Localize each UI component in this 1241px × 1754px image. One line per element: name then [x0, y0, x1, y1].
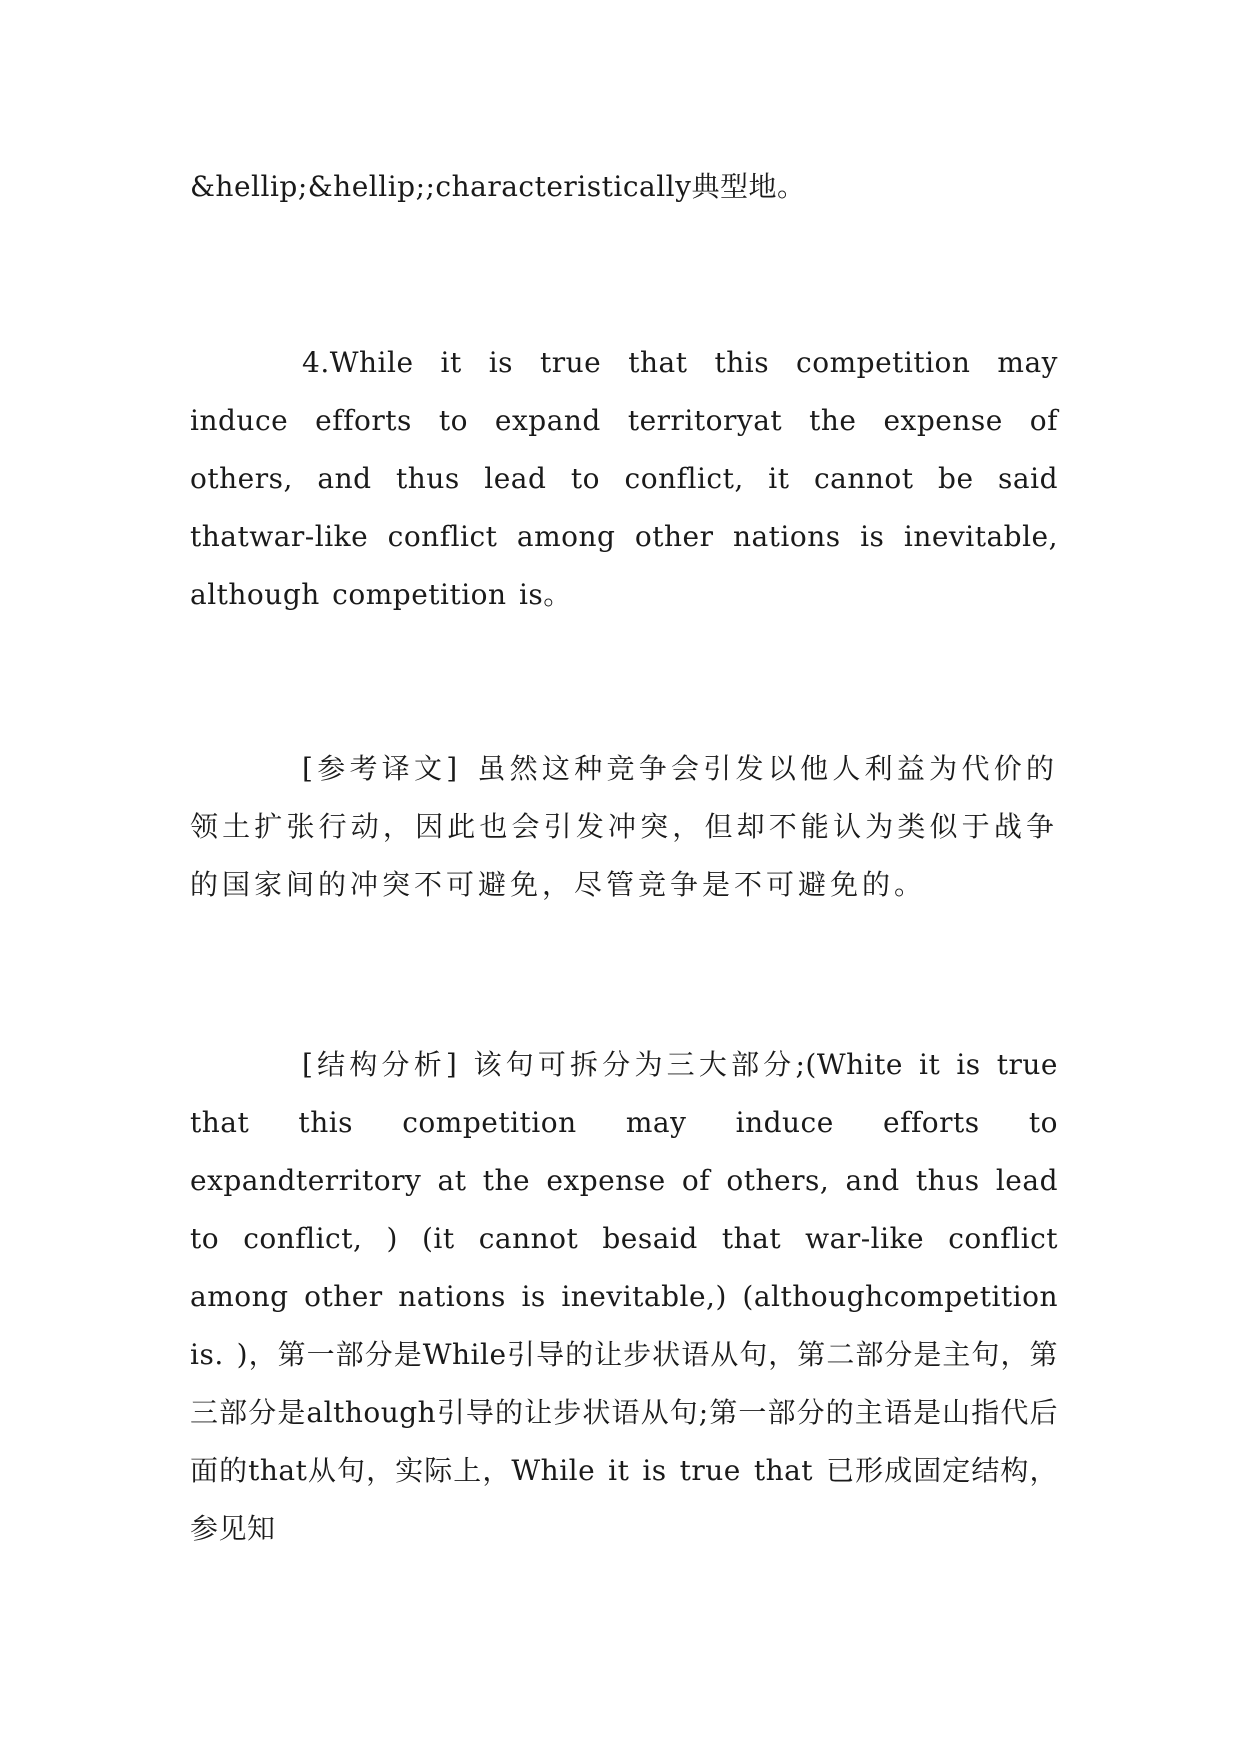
paragraph-vocabulary-note: &hellip;&hellip;;characteristically典型地。: [190, 170, 806, 203]
paragraph-structure-analysis: [结构分析] 该句可拆分为三大部分;(White it is true that this competition may induce efforts to expandterritory at the expense of others, and thus lead to conflict, ) (it cannot besaid that war-like conflict among other nations is inevitable,) (althoughcompetition is. )，第一部分是While引导的让步状语从句，第二部分是主句，第三部分是although引导的让步状语从句;第一部分的主语是山指代后面的that从句，实际上，While it is true that 已形成固定结构，参见知: [190, 1048, 1058, 1545]
paragraph-sentence-4: 4.While it is true that this competition may induce efforts to expand territoryat the expense of others, and thus lead to conflict, it cannot be said thatwar-like conflict among other nations is inevitable, although competition is。: [190, 346, 1058, 611]
paragraph-reference-translation: [参考译文] 虽然这种竞争会引发以他人利益为代价的领土扩张行动，因此也会引发冲突，但却不能认为类似于战争的国家间的冲突不可避免，尽管竞争是不可避免的。: [190, 752, 1058, 901]
